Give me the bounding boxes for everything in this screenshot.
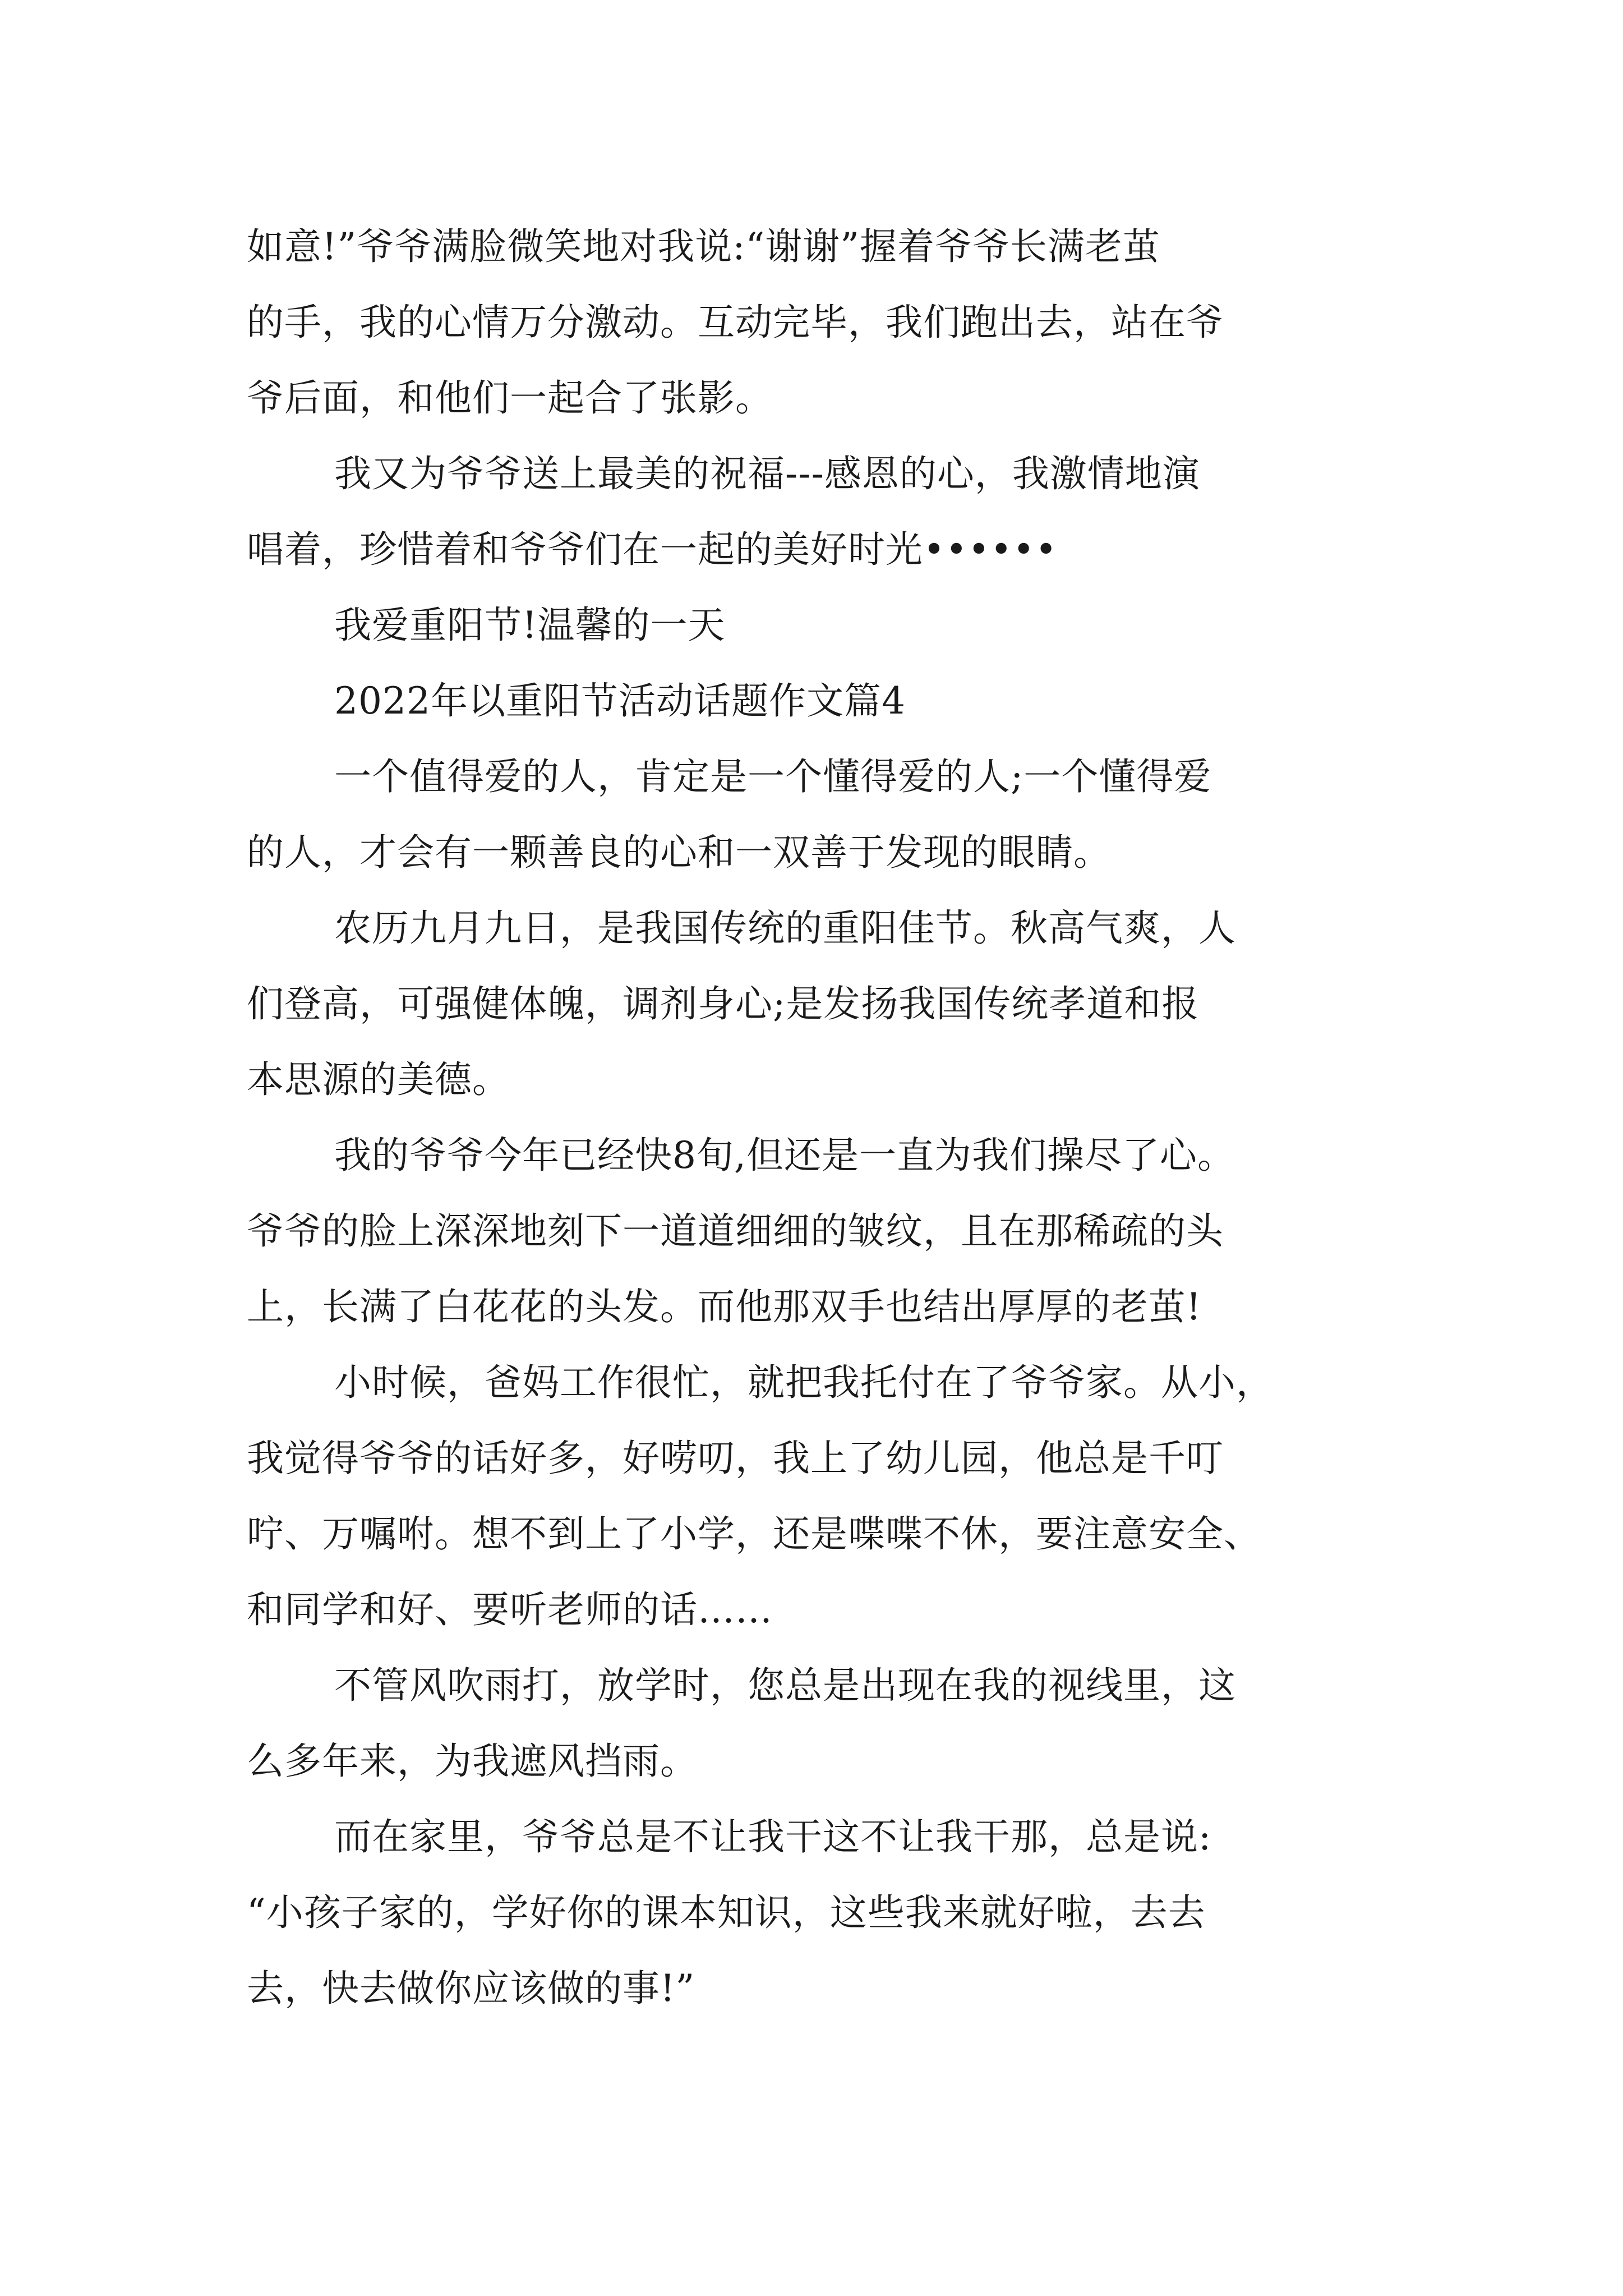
text-line: 唱着，珍惜着和爷爷们在一起的美好时光•••••• <box>247 528 1058 571</box>
text-line: 小时候，爸妈工作很忙，就把我托付在了爷爷家。从小， <box>334 1361 1274 1404</box>
text-line: 本思源的美德。 <box>247 1058 510 1101</box>
text-line: 爷后面，和他们一起合了张影。 <box>247 376 773 420</box>
text-line: 我又为爷爷送上最美的祝福---感恩的心，我激情地演 <box>334 452 1200 495</box>
text-line: 上，长满了白花花的头发。而他那双手也结出厚厚的老茧! <box>247 1285 1202 1328</box>
text-line: “小孩子家的，学好你的课本知识，这些我来就好啦，去去 <box>247 1891 1206 1934</box>
section-heading: 2022年以重阳节活动话题作文篇4 <box>334 679 906 723</box>
text-line: 我的爷爷今年已经快8旬,但还是一直为我们操尽了心。 <box>334 1134 1235 1177</box>
text-line: 么多年来，为我遮风挡雨。 <box>247 1740 698 1783</box>
text-line: 农历九月九日，是我国传统的重阳佳节。秋高气爽，人 <box>334 907 1236 950</box>
text-line: 如意!”爷爷满脸微笑地对我说:“谢谢”握着爷爷长满老茧 <box>247 225 1160 268</box>
text-line: 们登高，可强健体魄，调剂身心;是发扬我国传统孝道和报 <box>247 982 1200 1025</box>
text-line: 的人，才会有一颗善良的心和一双善于发现的眼睛。 <box>247 831 1111 874</box>
text-line: 不管风吹雨打，放学时，您总是出现在我的视线里，这 <box>334 1664 1236 1707</box>
text-line: 爷爷的脸上深深地刻下一道道细细的皱纹，且在那稀疏的头 <box>247 1209 1224 1253</box>
text-line: 我爱重阳节!温馨的一天 <box>334 604 726 647</box>
text-line: 而在家里，爷爷总是不让我干这不让我干那，总是说: <box>334 1815 1212 1858</box>
text-line: 的手，我的心情万分激动。互动完毕，我们跑出去，站在爷 <box>247 301 1224 344</box>
text-line: 一个值得爱的人，肯定是一个懂得爱的人;一个懂得爱 <box>334 755 1212 798</box>
text-line: 我觉得爷爷的话好多，好唠叨，我上了幼儿园，他总是千叮 <box>247 1437 1224 1480</box>
text-line: 去，快去做你应该做的事!” <box>247 1967 695 2010</box>
text-line: 咛、万嘱咐。想不到上了小学，还是喋喋不休，要注意安全、 <box>247 1512 1261 1556</box>
text-line: 和同学和好、要听老师的话…… <box>247 1588 773 1631</box>
